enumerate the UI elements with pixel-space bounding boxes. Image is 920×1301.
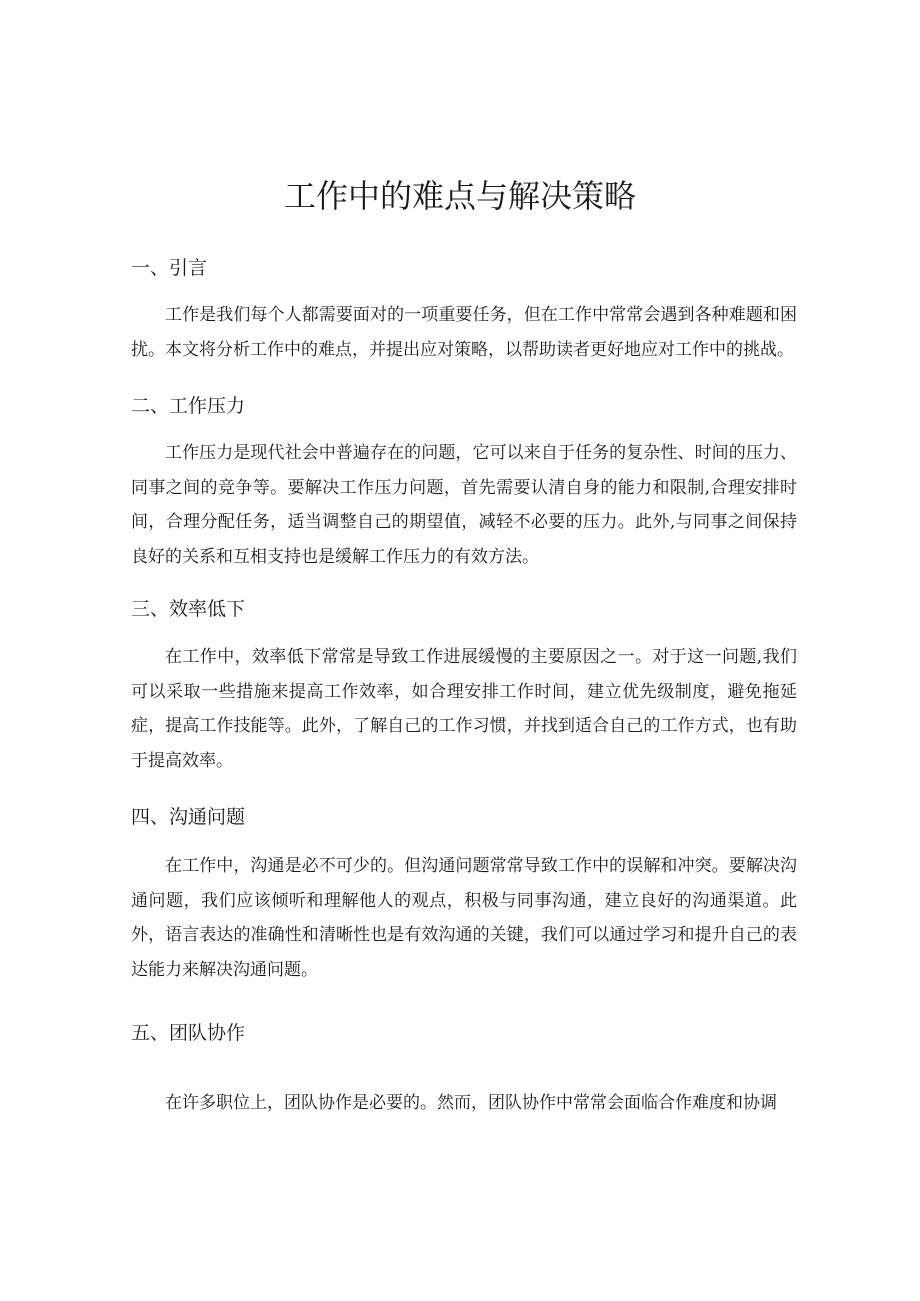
section-paragraph-work-pressure: 工作压力是现代社会中普遍存在的问题，它可以来自于任务的复杂性、时间的压力、同事之间的竞争等。要解决工作压力问题，首先需要认清自身的能力和限制,合理安排时间，合理分配任务，适当调整自己的期望值，减轻不必要的压力。此外,与同事之间保持良好的关系和互相支持也是缓解工作压力的有效方法。: [131, 443, 797, 567]
section-paragraph-teamwork: 在许多职位上，团队协作是必要的。然而，团队协作中常常会面临合作难度和协调: [165, 1093, 777, 1113]
section-paragraph-communication: 在工作中，沟通是必不可少的。但沟通问题常常导致工作中的误解和冲突。要解决沟通问题，我们应该倾听和理解他人的观点，积极与同事沟通，建立良好的沟通渠道。此外，语言表达的准确性和清晰性也是有效沟通的关键，我们可以通过学习和提升自己的表达能力来解决沟通问题。: [131, 856, 797, 980]
section-heading-low-efficiency: 三、效率低下: [131, 598, 246, 620]
section-heading-introduction: 一、引言: [131, 257, 208, 279]
section-heading-work-pressure: 二、工作压力: [131, 395, 246, 417]
section-paragraph-introduction: 工作是我们每个人都需要面对的一项重要任务，但在工作中常常会遇到各种难题和困扰。本文将分析工作中的难点，并提出应对策略，以帮助读者更好地应对工作中的挑战。: [131, 305, 797, 360]
page-title: 工作中的难点与解决策略: [283, 177, 636, 215]
section-heading-communication: 四、沟通问题: [131, 806, 246, 828]
section-heading-teamwork: 五、团队协作: [131, 1022, 246, 1044]
section-paragraph-low-efficiency: 在工作中，效率低下常常是导致工作进展缓慢的主要原因之一。对于这一问题,我们可以采取一些措施来提高工作效率，如合理安排工作时间，建立优先级制度，避免拖延症，提高工作技能等。此外，了解自己的工作习惯，并找到适合自己的工作方式，也有助于提高效率。: [131, 647, 797, 771]
